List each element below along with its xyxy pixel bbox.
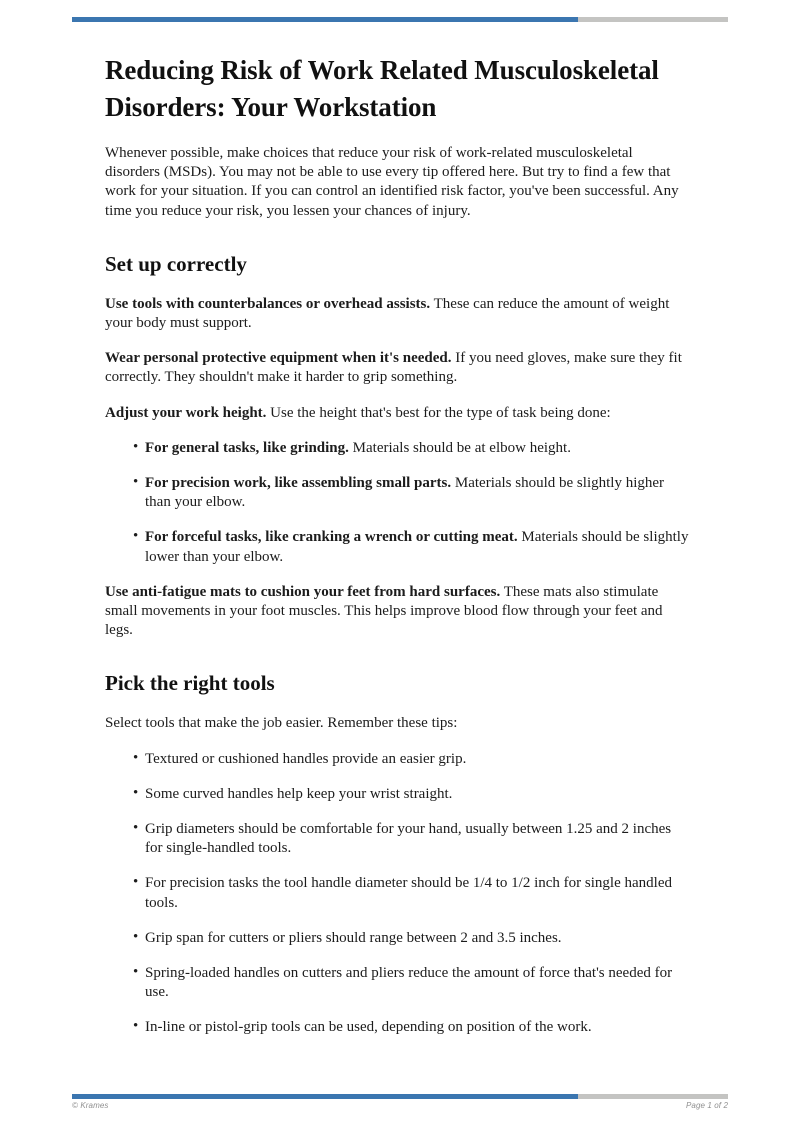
list-item-rest: Textured or cushioned handles provide an easier grip.: [145, 750, 467, 767]
section-heading-pick-the-right-tools: Pick the right tools: [105, 671, 275, 696]
header-rule-blue-segment: [72, 17, 578, 22]
paragraph-rest: Use the height that's best for the type of task being done:: [266, 404, 611, 421]
paragraph-protective-equipment: [105, 349, 690, 387]
list-item-lead: For general tasks, like grinding.: [145, 439, 349, 456]
list-item: [105, 929, 690, 948]
header-rule: [72, 17, 728, 22]
list-item: [105, 528, 690, 566]
list-item: [105, 439, 690, 458]
list-item-rest: Materials should be slightly lower than your elbow.: [145, 529, 689, 565]
document-content: [105, 52, 690, 1054]
list-item-rest: Materials should be at elbow height.: [348, 439, 571, 456]
footer-rule-gray-segment: [578, 1094, 728, 1099]
paragraph-lead: Use anti-fatigue mats to cushion your feet from hard surfaces.: [105, 583, 501, 600]
section-heading-set-up-correctly: Set up correctly: [105, 251, 247, 276]
list-item-rest: In-line or pistol-grip tools can be used, depending on position of the work.: [145, 1019, 592, 1036]
list-item-rest: Spring-loaded handles on cutters and pliers reduce the amount of force that's needed for use.: [145, 965, 673, 1001]
list-item: [105, 874, 690, 912]
paragraph-counterbalances: [105, 295, 690, 333]
intro-paragraph: Whenever possible, make choices that reduce your risk of work-related musculoskeletal disorders (MSDs). You may not be able to use every tip offered here. But try to find a few that work for your situation. If you can control an identified risk factor, you've been successful. Any time you reduce your risk, you lessen your chances of injury.: [105, 145, 679, 219]
paragraph-lead: Adjust your work height.: [105, 404, 267, 421]
page-title: Reducing Risk of Work Related Musculoskeletal Disorders: Your Workstation: [105, 55, 659, 122]
tool-tips-bullet-list: [105, 750, 690, 1038]
footer-rule-blue-segment: [72, 1094, 578, 1099]
paragraph-lead: Wear personal protective equipment when it's needed.: [105, 350, 452, 367]
page-number: Page 1 of 2: [685, 1101, 728, 1110]
list-item: [105, 820, 690, 858]
paragraph-anti-fatigue-mats: [105, 583, 690, 641]
list-item-rest: Grip span for cutters or pliers should range between 2 and 3.5 inches.: [145, 929, 562, 946]
list-item: [105, 785, 690, 804]
list-item: [105, 964, 690, 1002]
paragraph-rest: If you need gloves, make sure they fit correctly. They shouldn't make it harder to grip something.: [105, 350, 682, 386]
list-item-rest: For precision tasks the tool handle diameter should be 1/4 to 1/2 inch for single handled tools.: [145, 875, 672, 911]
paragraph-rest: These can reduce the amount of weight your body must support.: [105, 295, 670, 332]
list-item-rest: Some curved handles help keep your wrist straight.: [145, 785, 453, 802]
header-rule-gray-segment: [578, 17, 728, 22]
paragraph-lead: Use tools with counterbalances or overhead assists.: [105, 295, 431, 312]
paragraph-rest: These mats also stimulate small movements in your foot muscles. This helps improve blood flow through your feet and legs.: [105, 583, 663, 639]
list-item-rest: Materials should be slightly higher than your elbow.: [145, 475, 665, 511]
copyright-text: © Krames: [72, 1101, 109, 1110]
list-item-lead: For precision work, like assembling small parts.: [145, 475, 452, 492]
list-item-lead: For forceful tasks, like cranking a wrench or cutting meat.: [145, 529, 518, 546]
page-footer: [72, 1101, 728, 1110]
footer-rule: [72, 1094, 728, 1099]
list-item: [105, 1018, 690, 1037]
work-height-bullet-list: [105, 439, 690, 567]
list-item-rest: Grip diameters should be comfortable for your hand, usually between 1.25 and 2 inches for single-handled tools.: [145, 821, 672, 857]
paragraph-work-height: [105, 404, 690, 423]
list-item: [105, 750, 690, 769]
paragraph-select-tools: Select tools that make the job easier. Remember these tips:: [105, 715, 458, 732]
list-item: [105, 474, 690, 512]
